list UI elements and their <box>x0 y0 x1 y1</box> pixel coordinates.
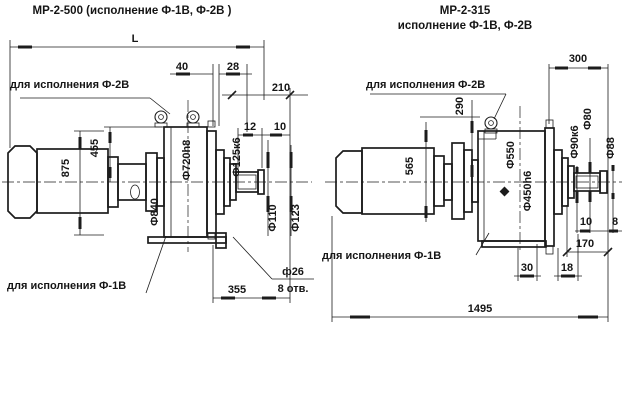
right-dia-label-88: Ф88 <box>605 137 617 159</box>
right-dim-label-30: 30 <box>520 262 534 274</box>
left-note-f1v-leader <box>146 236 166 293</box>
left-dia-label-123: Ф123 <box>290 204 302 232</box>
right-drain-plug <box>500 187 510 197</box>
left-dia-label-110: Ф110 <box>267 204 279 232</box>
left-dia-label-840: Ф840 <box>149 198 161 226</box>
left-dim-label-L: L <box>131 33 139 45</box>
left-drawing-mp-2-500 <box>2 5 314 303</box>
right-dim-label-170: 170 <box>575 238 595 250</box>
right-note-f2v: для исполнения Ф-2В <box>366 79 486 91</box>
left-frontplate-bolt-bottom <box>208 233 215 239</box>
right-dia-label-450h6: Ф450h6 <box>522 170 534 212</box>
right-title-line2: исполнение Ф-1В, Ф-2В <box>397 20 533 32</box>
left-motor-body <box>37 149 108 213</box>
left-dia-label-720h8: Ф720h8 <box>181 139 193 181</box>
left-gearbox-base <box>148 237 226 243</box>
right-dim-label-18: 18 <box>560 262 574 274</box>
left-dim-label-875: 875 <box>60 158 72 178</box>
left-dia-label-125k6: Ф125к6 <box>231 137 243 177</box>
right-gearbox-frontplate <box>545 128 554 246</box>
left-dim-label-40: 40 <box>175 61 189 73</box>
right-dim-label-565: 565 <box>404 156 416 176</box>
right-motor-step <box>434 156 444 206</box>
right-dim-label-10: 10 <box>579 216 593 228</box>
right-dim-label-300: 300 <box>568 53 588 65</box>
right-gearbox-base <box>482 241 546 247</box>
right-dim-label-8: 8 <box>611 216 619 228</box>
left-note-f2v: для исполнения Ф-2В <box>10 79 130 91</box>
left-hole-dia-label: ф26 <box>282 266 304 278</box>
left-frontplate-bolt-top <box>208 121 215 127</box>
left-dim-label-355: 355 <box>227 284 247 296</box>
right-frontplate-bolt-bottom <box>546 246 553 254</box>
left-dim-label-210: 210 <box>271 82 291 94</box>
right-drawing-mp-2-315 <box>322 5 622 322</box>
left-note-f1v: для исполнения Ф-1В <box>7 280 127 292</box>
right-dia-label-80: Ф80 <box>582 108 594 130</box>
left-coupling-slot <box>131 185 140 199</box>
left-eyebolt-2 <box>187 111 199 127</box>
left-dim-label-10: 10 <box>273 121 287 133</box>
right-dim-label-1495: 1495 <box>467 303 493 315</box>
left-dim-label-12: 12 <box>243 121 257 133</box>
right-coupling-ring <box>464 150 472 212</box>
left-mount-flange <box>216 233 226 248</box>
right-motor-body <box>362 148 434 214</box>
right-note-f1v: для исполнения Ф-1В <box>322 250 442 262</box>
right-frontplate-bolt-top <box>546 120 553 128</box>
right-dim-label-290: 290 <box>454 96 466 116</box>
right-coupling-disk <box>452 143 464 219</box>
right-dia-label-550: Ф550 <box>505 141 517 169</box>
left-dim-label-455: 455 <box>89 138 101 158</box>
left-hole-count-label: 8 отв. <box>277 283 309 295</box>
right-dia-label-90k6: Ф90к6 <box>569 125 581 159</box>
left-dim-label-28: 28 <box>226 61 240 73</box>
left-eyebolt-1 <box>155 111 167 127</box>
right-title-line1: МР-2-315 <box>439 5 491 17</box>
right-note-f2v-leader <box>494 94 506 119</box>
left-title: МР-2-500 (исполнение Ф-1В, Ф-2В ) <box>32 5 232 17</box>
